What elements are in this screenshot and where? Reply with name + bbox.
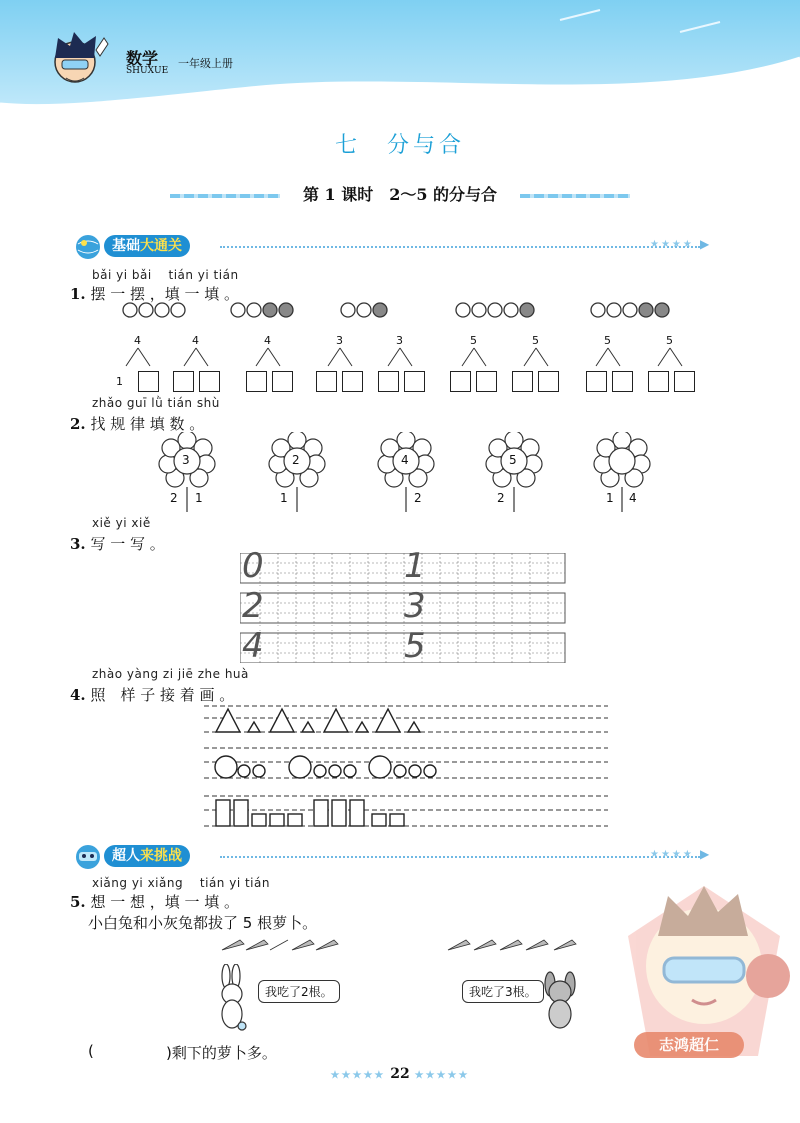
- q2-pinyin: zhǎo guī lǜ tián shù: [92, 396, 220, 410]
- q1-total: 5: [666, 334, 673, 347]
- q4-pattern-area: [200, 702, 612, 832]
- q1-total: 5: [532, 334, 539, 347]
- answer-box[interactable]: [586, 371, 607, 392]
- q1-counter-circles: [123, 303, 669, 317]
- q2-number: 2.: [70, 415, 86, 433]
- answer-box[interactable]: [316, 371, 337, 392]
- answer-box[interactable]: [342, 371, 363, 392]
- q4-pinyin: zhào yàng zi jiē zhe huà: [92, 667, 249, 681]
- q2-flowers: [0, 432, 800, 512]
- answer-box[interactable]: [612, 371, 633, 392]
- section1-label-a: 基础: [112, 238, 140, 254]
- answer-box[interactable]: [199, 371, 220, 392]
- section2-label-b: 来挑战: [140, 848, 182, 864]
- section-badge-challenge: 超人来挑战 ★★★★ ▶: [70, 842, 720, 872]
- flower-center-number: 3: [182, 453, 190, 467]
- q1-split-lines: [126, 348, 682, 366]
- answer-box[interactable]: [246, 371, 267, 392]
- q3-text: 写 一 写 。: [90, 535, 165, 553]
- section-badge-basic: 基础大通关 ★★★★ ▶: [70, 232, 720, 262]
- q5-number: 5.: [70, 893, 86, 911]
- trace-digit: 3: [404, 586, 426, 626]
- flower-center-number: 2: [292, 453, 300, 467]
- q5-text: 想 一 想 ，填 一 填 。: [90, 893, 240, 911]
- q3-number: 3.: [70, 535, 86, 553]
- white-rabbit-icon: [212, 964, 256, 1034]
- q2-text: 找 规 律 填 数 。: [90, 415, 205, 433]
- grade-label: 一年级上册: [178, 57, 233, 70]
- section1-label-b: 大通关: [140, 238, 182, 254]
- answer-box[interactable]: [476, 371, 497, 392]
- flower-leaf-number: 2: [170, 491, 178, 505]
- flower-leaf-number: 4: [629, 491, 637, 505]
- q3-pinyin: xiě yi xiě: [92, 516, 151, 530]
- answer-box[interactable]: [138, 371, 159, 392]
- lesson-title: 第 1 课时 2～5 的分与合: [302, 185, 498, 204]
- q1-total: 4: [264, 334, 271, 347]
- carrots-right-icon: [446, 934, 586, 954]
- section2-label-a: 超人: [112, 848, 140, 864]
- q4-text: 照 样 子 接 着 画 。: [90, 686, 235, 704]
- q1-text: 摆 一 摆 ，填 一 填 。: [90, 285, 240, 303]
- answer-box[interactable]: [648, 371, 669, 392]
- q5-answer-text: )剩下的萝卜多。: [166, 1044, 277, 1062]
- trace-digit: 0: [242, 546, 264, 586]
- flower-leaf-number: 1: [606, 491, 614, 505]
- mascot-banner: 志鸿超仁: [634, 1032, 744, 1058]
- answer-box[interactable]: [538, 371, 559, 392]
- grey-rabbit-icon: [540, 966, 584, 1032]
- header-banner: [0, 0, 800, 120]
- q1-number: 1.: [70, 285, 86, 303]
- flower-leaf-number: 1: [195, 491, 203, 505]
- q5-pinyin: xiǎng yi xiǎng tián yi tián: [92, 876, 270, 890]
- pattern-shapes: [215, 709, 436, 826]
- q1-total: 3: [336, 334, 343, 347]
- answer-box[interactable]: [674, 371, 695, 392]
- q5-answer-blank[interactable]: [100, 1044, 164, 1062]
- subject-title: 数学: [126, 49, 159, 68]
- robot-head-icon: [70, 842, 106, 872]
- flower-center-number: 4: [401, 453, 409, 467]
- carrots-left-icon: [220, 934, 340, 954]
- q5-prompt: [70, 891, 239, 912]
- chapter-title: 七 分与合: [334, 133, 465, 158]
- flower-center-number: 5: [509, 453, 517, 467]
- lesson-header: [170, 182, 630, 208]
- flower-leaf-number: 2: [414, 491, 422, 505]
- answer-box[interactable]: [173, 371, 194, 392]
- page-number: 22: [390, 1066, 410, 1082]
- answer-box[interactable]: [272, 371, 293, 392]
- q1-total: 3: [396, 334, 403, 347]
- answer-box[interactable]: [378, 371, 399, 392]
- answer-box[interactable]: [512, 371, 533, 392]
- trace-digit: 2: [242, 586, 264, 626]
- q5-answer-open: (: [88, 1042, 94, 1060]
- speech-bubble-right: 我吃了3根。: [462, 980, 544, 1003]
- trace-digit: 5: [404, 626, 426, 666]
- subject-pinyin: SHUXUE: [126, 66, 169, 76]
- trace-digit: 1: [404, 546, 426, 586]
- answer-box[interactable]: [404, 371, 425, 392]
- flower-leaf-number: 2: [497, 491, 505, 505]
- q1-total: 5: [470, 334, 477, 347]
- q1-total: 4: [134, 334, 141, 347]
- q4-number: 4.: [70, 686, 86, 704]
- q1-pinyin: bǎi yi bǎi tián yi tián: [92, 268, 239, 282]
- q1-total: 4: [192, 334, 199, 347]
- trace-digit: 4: [242, 626, 264, 666]
- flower-leaf-number: 1: [280, 491, 288, 505]
- q5-story: 小白兔和小灰兔都拔了 5 根萝卜。: [88, 914, 318, 932]
- answer-box[interactable]: [450, 371, 471, 392]
- q2-prompt: [70, 413, 204, 434]
- globe-icon: [70, 232, 106, 262]
- q1-total: 5: [604, 334, 611, 347]
- speech-bubble-left: 我吃了2根。: [258, 980, 340, 1003]
- page-footer: ★★★★★ 22 ★★★★★: [330, 1066, 470, 1082]
- q1-given-part: 1: [116, 375, 123, 388]
- q3-prompt: [70, 533, 165, 554]
